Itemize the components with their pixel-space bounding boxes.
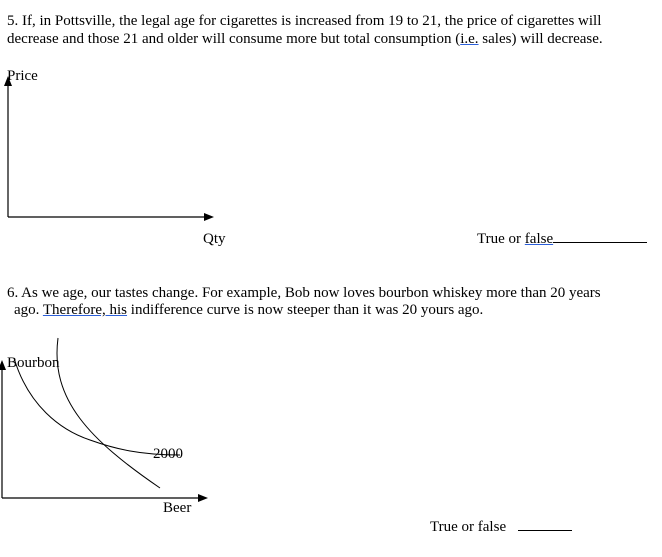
q5-ie-abbrev: i.e.	[460, 31, 479, 47]
q6-line-1: 6. As we age, our tastes change. For example, Bob now loves bourbon whiskey more than 20 years	[7, 285, 601, 301]
q6-indifference-curve-steep	[57, 338, 160, 488]
q5-qty-label: Qty	[203, 231, 226, 247]
q5-line-2-start: decrease and those 21 and older will consume more but total consumption (	[7, 31, 461, 47]
q6-bourbon-label: Bourbon	[7, 355, 60, 371]
q6-therefore: Therefore, his	[42, 302, 128, 318]
q6-line-2-end: indifference curve is now steeper than it was 20 yours ago.	[127, 302, 484, 318]
q6-true-false	[430, 517, 572, 536]
q6-x-axis-arrow	[198, 494, 208, 502]
q6-beer-label: Beer	[163, 500, 192, 516]
q6-curve-label: 2000	[153, 446, 183, 462]
q5-tf-false: false	[524, 231, 554, 247]
q6-y-axis-arrow	[0, 360, 6, 370]
q5-line-2-end: sales) will decrease.	[478, 31, 603, 47]
q6-tf-label: True or false	[430, 519, 507, 535]
q6-answer-blank[interactable]	[518, 517, 572, 531]
q5-price-label: Price	[7, 68, 38, 84]
q6-indifference-curve-2000	[14, 358, 180, 455]
q6-line-2-start: ago.	[14, 302, 43, 318]
q5-line-1: 5. If, in Pottsville, the legal age for cigarettes is increased from 19 to 21, the price of cigarettes will	[7, 13, 602, 29]
q5-tf-prefix: True or	[477, 231, 525, 247]
